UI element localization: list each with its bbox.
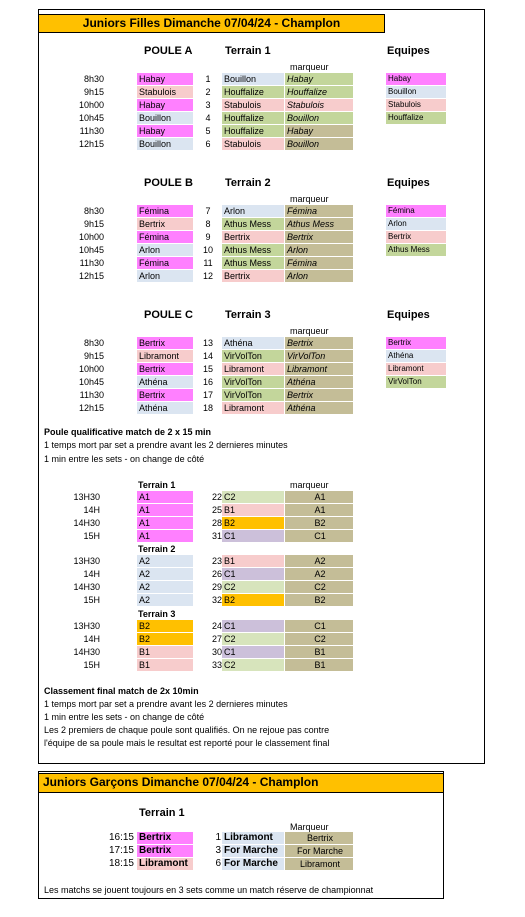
final-line-2: 1 min entre les sets - on change de côté xyxy=(44,712,205,722)
match-marqueur: Fémina xyxy=(285,205,353,217)
match-time: 11h30 xyxy=(79,258,104,268)
match-team: Fémina xyxy=(137,231,193,243)
pool-terrain: Terrain 3 xyxy=(225,309,271,321)
boys-home: Libramont xyxy=(222,832,284,844)
match-time: 10h45 xyxy=(78,377,104,387)
match-marqueur: Athus Mess xyxy=(285,218,353,230)
equipes-title: Equipes xyxy=(387,177,430,189)
equipe-entry: Stabulois xyxy=(386,99,446,111)
cross-marqueur: A1 xyxy=(285,504,353,516)
cross-terrain: Terrain 2 xyxy=(138,544,176,554)
pool-terrain: Terrain 1 xyxy=(225,45,271,57)
match-number: 11 xyxy=(203,258,213,268)
boys-marqueur-label: Marqueur xyxy=(290,822,329,832)
final-line-1: 1 temps mort par set a prendre avant les 2 dernieres minutes xyxy=(44,699,288,709)
equipe-entry: Athus Mess xyxy=(386,244,446,256)
boys-terrain-label: Terrain 1 xyxy=(139,807,185,819)
cross-team-b: C2 xyxy=(222,659,284,671)
equipe-entry: Bertrix xyxy=(386,337,446,349)
match-home: Houffalize xyxy=(222,86,284,98)
boys-team: Libramont xyxy=(137,858,193,870)
match-time: 12h15 xyxy=(78,403,104,413)
pool-name: POULE B xyxy=(144,177,193,189)
cross-team-b: B1 xyxy=(222,504,284,516)
match-marqueur: Arlon xyxy=(285,244,353,256)
match-number: 10 xyxy=(202,245,213,255)
equipe-entry: Athéna xyxy=(386,350,446,362)
match-number: 16 xyxy=(202,377,213,387)
cross-time: 14H30 xyxy=(73,518,100,528)
cross-marqueur: B2 xyxy=(285,594,353,606)
match-team: Fémina xyxy=(137,257,193,269)
match-marqueur: Houffalize xyxy=(285,86,353,98)
match-team: Bertrix xyxy=(137,337,193,349)
cross-team-a: A1 xyxy=(137,504,193,516)
cross-team-b: C1 xyxy=(222,646,284,658)
match-marqueur: Athéna xyxy=(285,376,353,388)
boys-home: For Marche xyxy=(222,845,284,857)
match-team: Habay xyxy=(137,125,193,137)
match-marqueur: Arlon xyxy=(285,270,353,282)
pool-terrain: Terrain 2 xyxy=(225,177,271,189)
match-home: Bertrix xyxy=(222,231,284,243)
match-marqueur: Bouillon xyxy=(285,138,353,150)
qualif-line-2: 1 min entre les sets - on change de côté xyxy=(44,454,205,464)
match-home: VirVolTon xyxy=(222,376,284,388)
cross-number: 23 xyxy=(211,556,222,566)
boys-marqueur: Libramont xyxy=(285,858,353,870)
match-team: Habay xyxy=(137,73,193,85)
cross-marqueur: A1 xyxy=(285,491,353,503)
match-time: 11h30 xyxy=(79,390,104,400)
cross-team-b: B2 xyxy=(222,517,284,529)
match-number: 9 xyxy=(205,232,211,242)
boys-title: Juniors Garçons Dimanche 07/04/24 - Champlon xyxy=(38,773,444,793)
cross-number: 28 xyxy=(211,518,222,528)
match-time: 12h15 xyxy=(78,271,104,281)
match-home: Bertrix xyxy=(222,270,284,282)
match-team: Bouillon xyxy=(137,138,193,150)
cross-number: 33 xyxy=(211,660,222,670)
qualif-line-1: 1 temps mort par set a prendre avant les 2 dernieres minutes xyxy=(44,440,288,450)
cross-marqueur: C2 xyxy=(285,633,353,645)
cross-team-b: C2 xyxy=(222,581,284,593)
cross-number: 30 xyxy=(211,647,222,657)
cross-time: 15H xyxy=(83,595,100,605)
qualif-title: Poule qualificative match de 2 x 15 min xyxy=(44,427,212,437)
equipe-entry: Bertrix xyxy=(386,231,446,243)
cross-time: 14H xyxy=(83,569,100,579)
equipes-title: Equipes xyxy=(387,45,430,57)
match-team: Libramont xyxy=(137,350,193,362)
match-marqueur: Habay xyxy=(285,125,353,137)
match-home: VirVolTon xyxy=(222,350,284,362)
final-line-3: Les 2 premiers de chaque poule sont qualifiés. On ne rejoue pas contre xyxy=(44,725,330,735)
match-home: Athus Mess xyxy=(222,244,284,256)
cross-team-a: A2 xyxy=(137,594,193,606)
match-time: 9h15 xyxy=(83,87,104,97)
cross-number: 22 xyxy=(211,492,222,502)
cross-team-b: C1 xyxy=(222,620,284,632)
equipe-entry: Houffalize xyxy=(386,112,446,124)
boys-note: Les matchs se jouent toujours en 3 sets comme un match réserve de championnat xyxy=(44,885,374,895)
match-number: 8 xyxy=(205,219,211,229)
boys-time: 17:15 xyxy=(108,845,134,856)
cross-number: 24 xyxy=(211,621,222,631)
equipes-title: Equipes xyxy=(387,309,430,321)
cross-team-a: A1 xyxy=(137,491,193,503)
match-home: Libramont xyxy=(222,363,284,375)
match-time: 9h15 xyxy=(83,351,104,361)
match-marqueur: VirVolTon xyxy=(285,350,353,362)
cross-time: 13H30 xyxy=(73,556,100,566)
cross-team-b: C2 xyxy=(222,633,284,645)
boys-marqueur: Bertrix xyxy=(285,832,353,844)
match-home: VirVolTon xyxy=(222,389,284,401)
cross-team-a: B1 xyxy=(137,659,193,671)
match-time: 8h30 xyxy=(83,338,104,348)
match-team: Bertrix xyxy=(137,389,193,401)
equipe-entry: Bouillon xyxy=(386,86,446,98)
match-home: Houffalize xyxy=(222,125,284,137)
marqueur-label: marqueur xyxy=(290,62,329,72)
cross-time: 15H xyxy=(83,531,100,541)
match-number: 17 xyxy=(202,390,213,400)
match-home: Arlon xyxy=(222,205,284,217)
match-home: Libramont xyxy=(222,402,284,414)
cross-team-a: A2 xyxy=(137,568,193,580)
cross-team-a: A2 xyxy=(137,555,193,567)
match-team: Arlon xyxy=(137,244,193,256)
match-number: 4 xyxy=(205,113,211,123)
match-time: 10h45 xyxy=(78,113,104,123)
match-time: 9h15 xyxy=(83,219,104,229)
final-title: Classement final match de 2x 10min xyxy=(44,686,199,696)
match-team: Athéna xyxy=(137,402,193,414)
match-marqueur: Bouillon xyxy=(285,112,353,124)
match-time: 10h00 xyxy=(78,232,104,242)
match-home: Stabulois xyxy=(222,138,284,150)
match-home: Athéna xyxy=(222,337,284,349)
match-time: 8h30 xyxy=(83,206,104,216)
cross-marqueur: A2 xyxy=(285,568,353,580)
cross-marqueur: B1 xyxy=(285,646,353,658)
boys-team: Bertrix xyxy=(137,832,193,844)
match-team: Bertrix xyxy=(137,218,193,230)
cross-marqueur: A2 xyxy=(285,555,353,567)
match-number: 18 xyxy=(202,403,213,413)
match-time: 10h00 xyxy=(78,100,104,110)
cross-team-b: C1 xyxy=(222,568,284,580)
cross-team-a: A1 xyxy=(137,530,193,542)
match-marqueur: Bertrix xyxy=(285,389,353,401)
equipe-entry: Habay xyxy=(386,73,446,85)
cross-team-a: B2 xyxy=(137,620,193,632)
cross-terrain: Terrain 3 xyxy=(138,609,176,619)
match-team: Bertrix xyxy=(137,363,193,375)
pool-name: POULE A xyxy=(144,45,193,57)
match-team: Habay xyxy=(137,99,193,111)
cross-team-b: C2 xyxy=(222,491,284,503)
match-number: 7 xyxy=(205,206,211,216)
cross-time: 13H30 xyxy=(73,492,100,502)
boys-time: 18:15 xyxy=(108,858,134,869)
boys-home: For Marche xyxy=(222,858,284,870)
match-marqueur: Bertrix xyxy=(285,337,353,349)
boys-number: 6 xyxy=(215,858,221,869)
boys-team: Bertrix xyxy=(137,845,193,857)
cross-marqueur: marqueur xyxy=(290,480,329,490)
marqueur-label: marqueur xyxy=(290,326,329,336)
match-team: Bouillon xyxy=(137,112,193,124)
boys-number: 1 xyxy=(215,832,221,843)
match-number: 12 xyxy=(202,271,213,281)
cross-team-b: C1 xyxy=(222,530,284,542)
cross-time: 14H xyxy=(83,634,100,644)
boys-time: 16:15 xyxy=(108,832,134,843)
match-marqueur: Habay xyxy=(285,73,353,85)
cross-team-a: B1 xyxy=(137,646,193,658)
cross-time: 14H xyxy=(83,505,100,515)
cross-marqueur: B2 xyxy=(285,517,353,529)
cross-team-b: B2 xyxy=(222,594,284,606)
marqueur-label: marqueur xyxy=(290,194,329,204)
match-time: 10h00 xyxy=(78,364,104,374)
match-marqueur: Bertrix xyxy=(285,231,353,243)
match-team: Stabulois xyxy=(137,86,193,98)
match-number: 3 xyxy=(205,100,211,110)
equipe-entry: Arlon xyxy=(386,218,446,230)
match-number: 13 xyxy=(202,338,213,348)
match-time: 11h30 xyxy=(79,126,104,136)
cross-marqueur: C2 xyxy=(285,581,353,593)
match-marqueur: Libramont xyxy=(285,363,353,375)
match-number: 5 xyxy=(205,126,211,136)
match-home: Athus Mess xyxy=(222,257,284,269)
match-number: 14 xyxy=(202,351,213,361)
match-home: Houffalize xyxy=(222,112,284,124)
cross-team-b: B1 xyxy=(222,555,284,567)
equipe-entry: Fémina xyxy=(386,205,446,217)
match-marqueur: Fémina xyxy=(285,257,353,269)
cross-marqueur: C1 xyxy=(285,620,353,632)
match-time: 12h15 xyxy=(78,139,104,149)
cross-team-a: B2 xyxy=(137,633,193,645)
cross-number: 32 xyxy=(211,595,222,605)
match-time: 8h30 xyxy=(83,74,104,84)
cross-time: 14H30 xyxy=(73,647,100,657)
pool-name: POULE C xyxy=(144,309,193,321)
cross-number: 27 xyxy=(211,634,222,644)
cross-number: 26 xyxy=(211,569,222,579)
match-team: Fémina xyxy=(137,205,193,217)
boys-marqueur: For Marche xyxy=(285,845,353,857)
match-home: Stabulois xyxy=(222,99,284,111)
cross-team-a: A2 xyxy=(137,581,193,593)
cross-number: 31 xyxy=(211,531,222,541)
match-number: 2 xyxy=(205,87,211,97)
match-team: Athéna xyxy=(137,376,193,388)
girls-title: Juniors Filles Dimanche 07/04/24 - Champlon xyxy=(38,14,385,33)
match-number: 1 xyxy=(205,74,211,84)
cross-team-a: A1 xyxy=(137,517,193,529)
match-team: Arlon xyxy=(137,270,193,282)
match-number: 15 xyxy=(202,364,213,374)
cross-time: 15H xyxy=(83,660,100,670)
cross-terrain: Terrain 1 xyxy=(138,480,176,490)
match-home: Bouillon xyxy=(222,73,284,85)
cross-marqueur: C1 xyxy=(285,530,353,542)
match-marqueur: Athéna xyxy=(285,402,353,414)
equipe-entry: VirVolTon xyxy=(386,376,446,388)
final-line-4: l'équipe de sa poule mais le resultat est reporté pour le classement final xyxy=(44,738,330,748)
cross-marqueur: B1 xyxy=(285,659,353,671)
match-home: Athus Mess xyxy=(222,218,284,230)
cross-time: 14H30 xyxy=(73,582,100,592)
match-time: 10h45 xyxy=(78,245,104,255)
equipe-entry: Libramont xyxy=(386,363,446,375)
cross-number: 29 xyxy=(211,582,222,592)
cross-time: 13H30 xyxy=(73,621,100,631)
boys-number: 3 xyxy=(215,845,221,856)
match-marqueur: Stabulois xyxy=(285,99,353,111)
cross-number: 25 xyxy=(211,505,222,515)
match-number: 6 xyxy=(205,139,211,149)
